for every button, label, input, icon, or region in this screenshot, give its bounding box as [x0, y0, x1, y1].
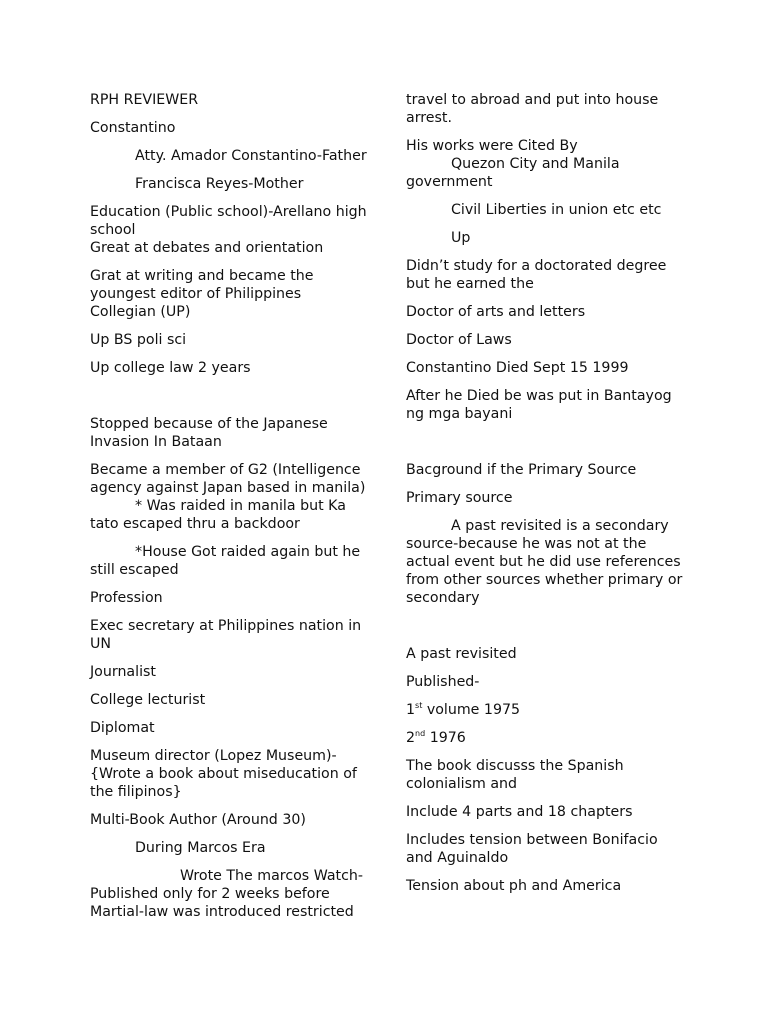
died-line: Constantino Died Sept 15 1999 [406, 360, 629, 376]
g2-line: Became a member of G2 (Intelligence agency against Japan based in manila) [90, 462, 366, 496]
author-line: Multi-Book Author (Around 30) [90, 812, 306, 828]
up-bs-line: Up BS poli sci [90, 332, 187, 348]
discuss-line: The book discusss the Spanish colonialism and [406, 758, 624, 792]
volume-2-ordinal: nd [415, 729, 426, 738]
doc-title: RPH REVIEWER [90, 92, 199, 108]
marcos-watch-cont-line: Published only for 2 weeks before Martial-law was introduced restricted [90, 886, 354, 920]
volume-2-number: 2 [406, 730, 416, 746]
volume-2-text: 1976 [425, 730, 466, 746]
bantayog-line: After he Died be was put in Bantayog ng mga bayani [406, 388, 672, 422]
qc-line: Quezon City and Manila [451, 156, 620, 172]
right-column [406, 91, 686, 905]
left-column [90, 91, 370, 931]
marcos-watch-line: Wrote The marcos Watch- [180, 868, 363, 884]
primary-source-line: Primary source [406, 490, 513, 506]
subject-name: Constantino [90, 120, 176, 136]
past-revisited-line: A past revisited is a secondary [451, 518, 669, 534]
house-raided-line: *House Got raided again but he [135, 544, 361, 560]
raided-line: * Was raided in manila but Ka [135, 498, 346, 514]
degree-line: Didn’t study for a doctorated degree but he earned the [406, 258, 667, 292]
qc-cont-line: government [406, 174, 493, 190]
civil-line: Civil Liberties in union etc etc [451, 202, 662, 218]
up-law-line: Up college law 2 years [90, 360, 251, 376]
lecturist-line: College lecturist [90, 692, 206, 708]
journalist-line: Journalist [90, 664, 156, 680]
writing-line: Grat at writing and became the youngest editor of Philippines Collegian (UP) [90, 268, 314, 320]
profession-heading: Profession [90, 590, 163, 606]
diplomat-line: Diplomat [90, 720, 155, 736]
doc-arts-line: Doctor of arts and letters [406, 304, 586, 320]
father-line: Atty. Amador Constantino-Father [135, 148, 367, 164]
past-revisited-cont-line: source-because he was not at the actual event but he did use references from other sources whether primary or secondary [406, 536, 683, 606]
past-revisited-heading: A past revisited [406, 646, 517, 662]
parts-line: Include 4 parts and 18 chapters [406, 804, 633, 820]
background-heading: Bacground if the Primary Source [406, 462, 637, 478]
volume-1-number: 1 [406, 702, 416, 718]
blank-line [406, 433, 686, 461]
volume-1-line [406, 701, 686, 719]
volume-2-line [406, 729, 686, 747]
volume-1-text: volume 1975 [422, 702, 521, 718]
marcos-era-line: During Marcos Era [135, 840, 266, 856]
travel-line: travel to abroad and put into house arrest. [406, 92, 659, 126]
education-line: Education (Public school)-Arellano high school [90, 204, 367, 238]
debates-line: Great at debates and orientation [90, 240, 324, 256]
raided-cont-line: tato escaped thru a backdoor [90, 516, 300, 532]
cited-line: His works were Cited By [406, 138, 578, 154]
tension-bonifacio-line: Includes tension between Bonifacio and Aguinaldo [406, 832, 658, 866]
published-line: Published- [406, 674, 480, 690]
tension-america-line: Tension about ph and America [406, 878, 622, 894]
mother-line: Francisca Reyes-Mother [135, 176, 304, 192]
house-raided-cont-line: still escaped [90, 562, 179, 578]
volume-1-ordinal: st [415, 701, 423, 710]
blank-line [90, 387, 370, 415]
exec-line: Exec secretary at Philippines nation in UN [90, 618, 362, 652]
up-line: Up [451, 230, 471, 246]
blank-line [406, 617, 686, 645]
doc-laws-line: Doctor of Laws [406, 332, 512, 348]
museum-line: Museum director (Lopez Museum)-{Wrote a book about miseducation of the filipinos} [90, 748, 357, 800]
stopped-line: Stopped because of the Japanese Invasion In Bataan [90, 416, 328, 450]
